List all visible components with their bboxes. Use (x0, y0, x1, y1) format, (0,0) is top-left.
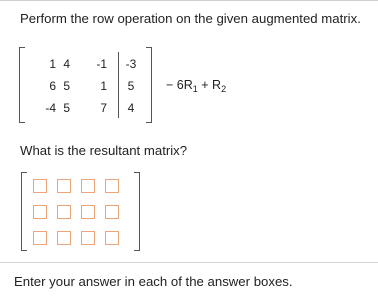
answer-left-bracket (21, 172, 27, 251)
augmented-matrix (19, 47, 152, 123)
top-divider (0, 0, 378, 1)
answer-box[interactable] (33, 231, 47, 245)
answer-box[interactable] (57, 231, 71, 245)
matrix-cell: -1 (96, 57, 107, 71)
answer-matrix (21, 172, 140, 251)
footer-divider (0, 262, 378, 263)
matrix-cell: 1 (49, 57, 56, 71)
question-text: What is the resultant matrix? (20, 143, 188, 158)
answer-box[interactable] (105, 205, 119, 219)
augment-divider (118, 52, 119, 118)
footer-instruction: Enter your answer in each of the answer boxes. (14, 274, 293, 289)
matrix-cell: 4 (127, 101, 135, 115)
answer-box[interactable] (57, 179, 71, 193)
row-op-subscript: 1 (192, 84, 198, 94)
answer-box[interactable] (81, 231, 95, 245)
matrix-cell: 5 (63, 79, 70, 93)
row-op-mid: + R (197, 78, 222, 92)
row-op-subscript: 2 (221, 84, 227, 94)
matrix-cell: 7 (100, 101, 107, 115)
answer-box[interactable] (57, 205, 71, 219)
answer-box[interactable] (33, 179, 47, 193)
answer-box[interactable] (81, 179, 95, 193)
matrix-cell: -4 (45, 101, 56, 115)
matrix-cell: 5 (127, 79, 135, 93)
matrix-cell: 1 (100, 79, 107, 93)
instruction-text: Perform the row operation on the given augmented matrix. (20, 11, 361, 26)
answer-right-bracket (134, 172, 140, 251)
row-op-prefix: − 6R (166, 78, 193, 92)
answer-box[interactable] (105, 231, 119, 245)
answer-box[interactable] (33, 205, 47, 219)
answer-box[interactable] (105, 179, 119, 193)
matrix-cell: 6 (49, 79, 56, 93)
matrix-cell: 4 (63, 57, 70, 71)
row-operation (166, 78, 226, 94)
matrix-left-bracket (19, 47, 25, 123)
matrix-cell: -3 (125, 57, 137, 71)
matrix-right-bracket (146, 47, 152, 123)
matrix-cell: 5 (63, 101, 70, 115)
answer-box[interactable] (81, 205, 95, 219)
